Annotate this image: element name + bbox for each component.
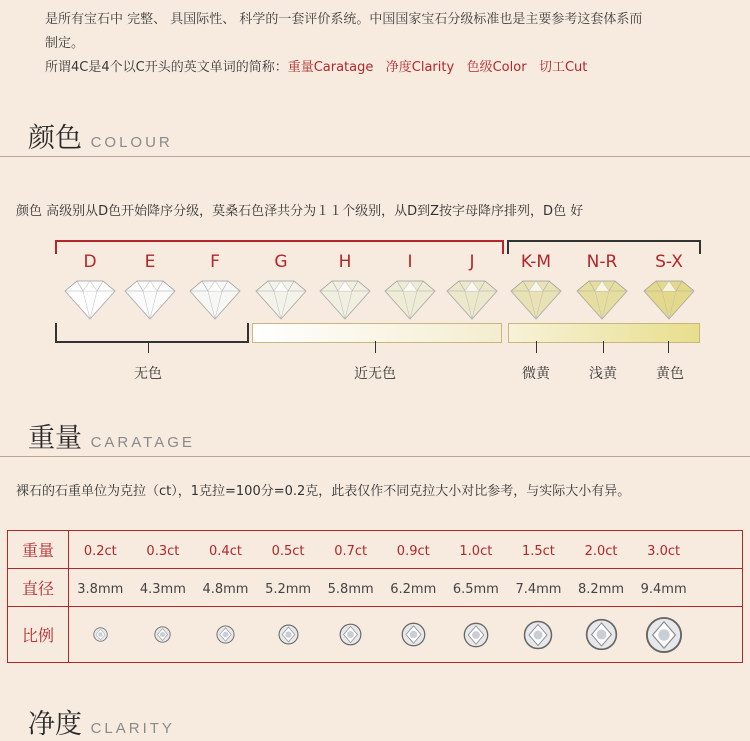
diameter-values [69,569,743,607]
diamond-icon [571,277,633,321]
scale-diamond-icon [319,623,382,646]
scale-diamond-icon [445,622,508,648]
diameter-value: 9.4mm [640,582,687,597]
weight-description: 裸石的石重单位为克拉（ct），1克拉=100分=0.2克，此表仅作不同克拉大小对比参考，与实际大小有异。 [16,484,631,499]
carat-value: 3.0ct [647,544,681,559]
carat-value: 2.0ct [584,544,618,559]
scale-diamond-icon [132,626,195,643]
grade-g: G [274,252,288,272]
diamond-icon [314,277,376,321]
weight-title-cn: 重量 [28,423,82,454]
scale-diamond-icon [507,620,570,650]
category-faint-yellow: 微黄 [522,366,550,382]
grade-i: I [407,252,413,272]
weight-divider [0,456,750,457]
scale-diamond-icon [194,625,257,644]
grade-s-x: S-X [655,252,683,272]
diamond-icon [505,277,567,321]
row-label-scale: 比例 [8,607,69,663]
row-label-weight: 重量 [8,531,69,569]
diameter-value: 7.4mm [515,582,562,597]
tick-faint [536,341,537,353]
scale-diamond-icon [69,627,132,642]
tick-yellow [668,341,669,353]
diamond-icon [250,277,312,321]
diameter-value: 6.2mm [390,582,437,597]
colour-title [28,116,173,155]
clarity-subtitle: CLARITY [90,720,175,737]
carat-values [69,531,743,569]
weight-title [28,416,195,455]
gradient-near-colorless [252,323,502,343]
category-near-colorless: 近无色 [354,366,396,382]
diameter-value: 5.2mm [265,582,312,597]
grade-h: H [338,252,352,272]
tick-light [603,341,604,353]
carat-value: 1.5ct [521,544,555,559]
diamond-icon [441,277,503,321]
intro-line-3 [45,56,587,75]
scale-diamond-icon [382,622,445,647]
diamond-icon [119,277,181,321]
diameter-value: 3.8mm [77,582,124,597]
colour-title-cn: 颜色 [28,123,82,154]
weight-subtitle: CARATAGE [90,434,195,451]
colour-description: 颜色 高级别从D色开始降序分级，莫桑石色泽共分为１１个级别，从D到Z按字母降序排列，D色 好 [16,204,584,219]
grade-n-r: N-R [586,252,618,272]
scale-diamonds [69,607,743,663]
scale-diamond-icon [257,624,320,645]
term-clarity: 净度Clarity [385,60,455,75]
bracket-colorless [55,323,249,343]
grade-k-m: K-M [520,252,552,272]
diamond-icon [184,277,246,321]
carat-value: 0.2ct [83,544,117,559]
grade-f: F [210,252,220,272]
category-colorless: 无色 [134,366,162,382]
diameter-value: 4.8mm [202,582,249,597]
diameter-value: 6.5mm [452,582,499,597]
table-row-scale [8,607,743,663]
intro-line-1: 是所有宝石中 完整、 具国际性、 科学的一套评价系统。中国国家宝石分级标准也是主要参考这套体系而 [45,12,643,27]
term-cut: 切工Cut [538,60,588,75]
diameter-value: 8.2mm [578,582,625,597]
carat-value: 0.4ct [209,544,242,559]
intro-prefix: 所谓4C是4个以C开头的英文单词的简称： [45,60,288,75]
category-light-yellow: 浅黄 [589,366,617,382]
carat-value: 0.7ct [334,544,368,559]
table-row-carat [8,531,743,569]
term-weight: 重量Caratage [287,60,374,75]
diameter-value: 5.8mm [327,582,374,597]
clarity-title [28,702,175,741]
clarity-title-cn: 净度 [28,709,82,740]
category-yellow: 黄色 [656,366,684,382]
colour-divider [0,156,750,157]
carat-value: 1.0ct [459,544,493,559]
row-label-diameter: 直径 [8,569,69,607]
tick-near-colorless [375,341,376,353]
colour-subtitle: COLOUR [90,134,173,151]
grade-d: D [83,252,97,272]
gradient-yellow [508,323,700,343]
diamond-icon [638,277,700,321]
diameter-value: 4.3mm [139,582,186,597]
carat-value: 0.5ct [271,544,305,559]
table-row-diameter [8,569,743,607]
scale-diamond-icon [570,618,633,651]
tick-colorless [148,341,149,353]
carat-value: 0.3ct [146,544,180,559]
grade-e: E [144,252,156,272]
intro-line-2: 制定。 [45,36,85,51]
carat-value: 0.9ct [396,544,430,559]
weight-table [7,530,743,663]
diamond-icon [59,277,121,321]
grade-j: J [469,252,475,272]
term-color: 色级Color [466,60,527,75]
scale-diamond-icon [632,616,695,654]
diamond-icon [379,277,441,321]
